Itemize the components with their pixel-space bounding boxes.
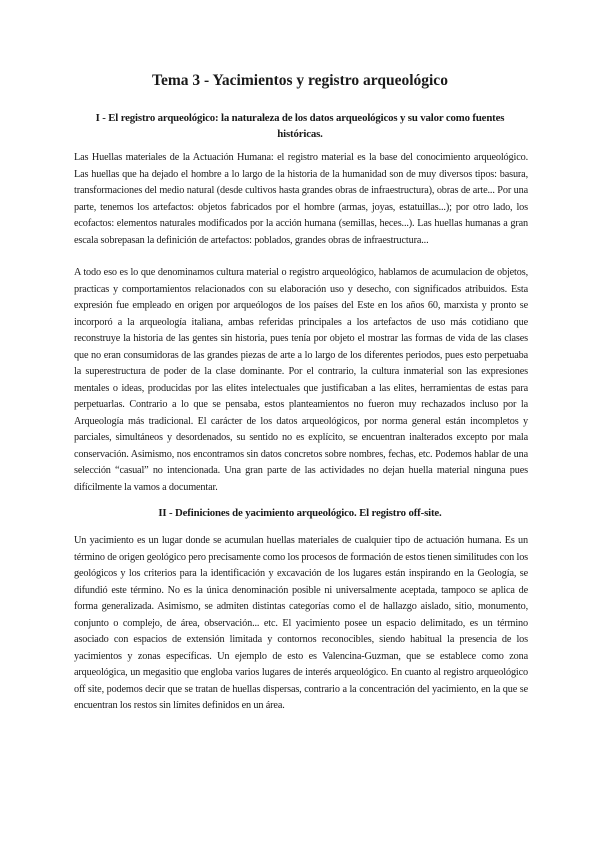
section-heading-2: II - Definiciones de yacimiento arqueológico. El registro off-site.	[158, 507, 442, 519]
paragraph: Las Huellas materiales de la Actuación Humana: el registro material es la base del conocimiento arqueológico. Las huellas que ha dejado el hombre a lo largo de la historia de la humanidad son de muy diversos tipos: basura, transformaciones del medio natural (desde cultivos hasta grandes obras de infraestructura), obras de arte... Por una parte, tenemos los artefactos: objetos fabricados por el hombre (armas, joyas, estatuillas...); por otro lado, los ecofactos: elementos naturales modificados por la acción humana (semillas, heces...). Las huellas humanas a gran escala sobrepasan la definición de artefactos: poblados, grandes obras de infraestructura...	[74, 152, 528, 246]
paragraph: A todo eso es lo que denominamos cultura material o registro arqueológico, hablamos de acumulacion de objetos, practicas y comportamientos relacionados con su elaboración uso y desecho, con significados atribuidos. Esta expresión fue empleado en origen por arqueólogos de los países del Este en los años 60, marxista y pronto se incorporó a la arqueología italiana, ambas referidas principales a los artefactos de uso más cotidiano que reconstruye la historia de las gentes sin historia, pues tenía por objeto el mostrar las formas de vida de las clases que no eran consumidoras de las grandes piezas de arte a lo largo de los diferentes periodos, pues esto perpetuaba la superestructura de poder de la clase dominante. Por el contrario, la cultura inmaterial son las expresiones mentales o ideas, producidas por las elites intelectuales que justificaban a las elites, herramientas de estas para perpetuarlas. Contrario a lo que se pensaba, estos planteamientos no fueron muy rechazados incluso por la Arqueología más tradicional. El carácter de los datos arqueológicos, por norma general están incompletos y parciales, simultáneos y desordenados, su sentido no es explícito, se encuentran inalterados excepto por mala conservación. Asimismo, nos encontramos sin datos concretos sobre nombres, fechas, etc. Podemos hablar de una selección “casual” no intencionada. Una gran parte de las actividades no dejan huella material ninguna pues difícilmente la vamos a documentar.	[74, 267, 528, 493]
section-heading-1: I - El registro arqueológico: la naturaleza de los datos arqueológicos y su valor como fuentes históricas.	[95, 112, 505, 140]
document-title: Tema 3 - Yacimientos y registro arqueológico	[152, 72, 448, 89]
paragraph: Un yacimiento es un lugar donde se acumulan huellas materiales de cualquier tipo de actuación humana. Es un término de origen geológico pero precisamente como los procesos de formación de estos tienen similitudes con los geológicos y los criterios para la identificación y excavación de los lugares están inspirando en la Geología, se difundió este término. No es la única denominación posible ni universalmente aceptada, tampoco se aplica de forma generalizada. Asimismo, se admiten distintas categorías como el de hallazgo aislado, sitio, monumento, conjunto o complejo, de área, observación... etc. El yacimiento posee un espacio delimitado, es un término asociado con espacios de extensión limitada y contornos reconocibles, siendo habitual la presencia de los yacimientos y zonas específicas. Un ejemplo de esto es Valencina-Guzman, que se establece como zona arqueológica, un megasitio que engloba varios lugares de interés arqueológico. En cuanto al registro arqueológico off site, podemos decir que se tratan de huellas dispersas, contrario a la concentración del yacimiento, en la que se encuentran los restos sin límites definidos en un área.	[74, 535, 529, 711]
